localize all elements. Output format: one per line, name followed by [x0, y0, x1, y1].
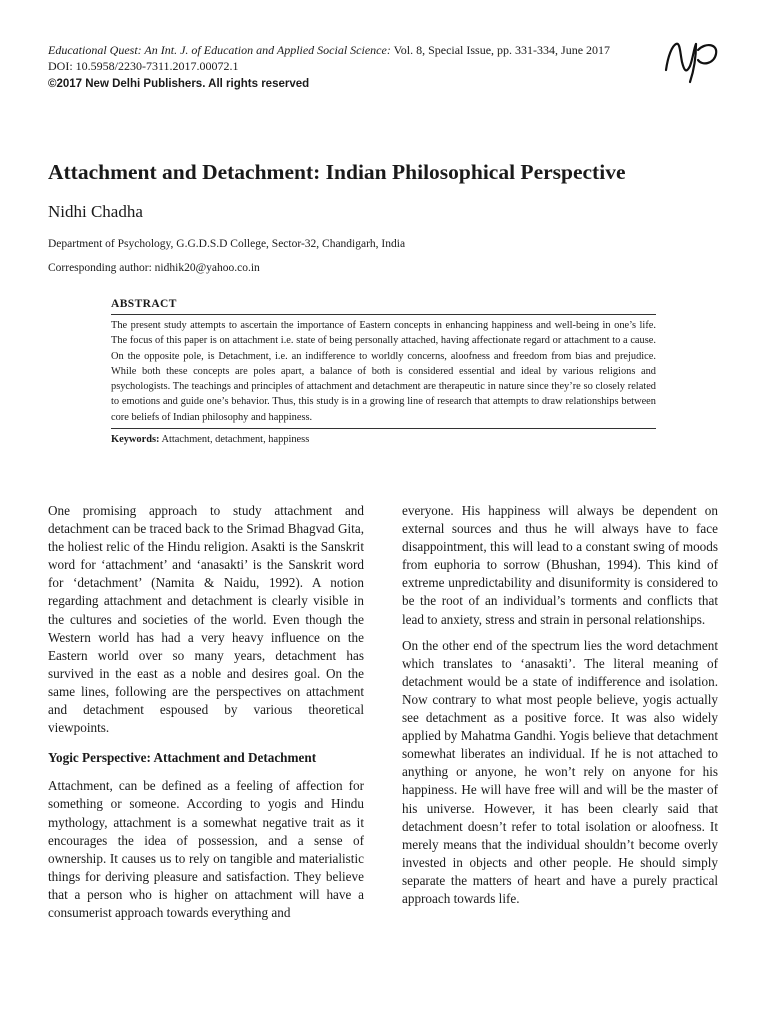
body-column-left [48, 502, 364, 922]
abstract-section [111, 298, 656, 445]
abstract-heading: ABSTRACT [111, 298, 656, 315]
body-paragraph: everyone. His happiness will always be dependent on external sources and thus he will always have to face disappointment, this will lead to a constant swing of moods from euphoria to sorrow (Bhushan, 1994). This kind of extreme unpredictability and disuniformity is considered to be the root of an individual’s torments and conflicts that lead to anxiety, stress and strain in personal relationships. [402, 503, 718, 627]
corresponding-author: Corresponding author: nidhik20@yahoo.co.in [48, 262, 260, 274]
doi: DOI: 10.5958/2230-7311.2017.00072.1 [48, 59, 239, 73]
body-column-right [402, 502, 718, 908]
keywords-label: Keywords: [111, 434, 160, 446]
body-paragraph: One promising approach to study attachment and detachment can be traced back to the Srimad Bhagvad Gita, the holiest relic of the Hindu religion. Asakti is the Sanskrit word for ‘attachment’ and ‘anasakti’ is the Sanskrit word for ‘detachment’ (Namita & Naidu, 1992). A notion regarding attachment and detachment is clearly visible in the cultures and societies of the world. Even though the Western world has had a very heavy influence on the Eastern world over so many years, detachment has survived in the east as a noble and desires goal. On the same lines, following are the perspectives on attachment and detachment espoused by various theoretical viewpoints. [48, 503, 364, 736]
keywords-list: Attachment, detachment, happiness [159, 434, 310, 446]
article-title: Attachment and Detachment: Indian Philosophical Perspective [48, 160, 626, 184]
body-paragraph: Attachment, can be defined as a feeling of affection for something or someone. According to yogis and Hindu mythology, attachment is a somewhat negative trait as it encourages the idea of possession, and a sense of ownership. It causes us to rely on tangible and materialistic things for deriving pleasure and satisfaction. They believe that a person who is higher on attachment will have a consumerist approach towards everything and [48, 778, 364, 920]
journal-name: Educational Quest: An Int. J. of Education and Applied Social Science: [48, 43, 391, 57]
journal-header [48, 42, 648, 92]
section-heading: Yogic Perspective: Attachment and Detachment [48, 750, 317, 766]
author-name: Nidhi Chadha [48, 202, 143, 221]
np-publisher-logo-icon [660, 36, 724, 84]
journal-volume: Vol. 8, Special Issue, pp. 331-334, June 2017 [390, 43, 611, 57]
keywords [111, 434, 656, 445]
body-paragraph: On the other end of the spectrum lies the word detachment which translates to ‘anasakti’. The literal meaning of detachment would be a state of indifference and isolation. Now contrary to what most people believe, yogis actually see detachment as a positive force. It was also widely applied by Mahatma Gandhi. Yogis believe that detachment somewhat liberates an individual. If he is not attached to anything or anyone, he won’t rely on anyone for his happiness. He will have free will and will be the master of his universe. However, it has been clearly said that detachment doesn’t refer to total isolation or aloofness. It merely means that the individual shouldn’t become overly invested in objects and other people. He should simply separate the matters of heart and have a purely practical approach towards life. [402, 637, 718, 906]
copyright-notice: ©2017 New Delhi Publishers. All rights reserved [48, 78, 310, 90]
abstract-text: The present study attempts to ascertain the importance of Eastern concepts in enhancing happiness and well-being in one’s life. The focus of this paper is on attachment i.e. state of being personally attached, having affectionate regard or attachment to a cause. On the opposite pole, is Detachment, i.e. an indifference to worldly concerns, aloofness and freedom from bias and prejudice. While both these concepts are poles apart, a balance of both is considered essential and ideal by various religions and psychologists. The teachings and principles of attachment and detachment are therapeutic in nature since they’re so closely related to emotions and guide one’s behavior. Thus, this study is in a growing line of research that attempts to draw relationships between core beliefs of Indian philosophy and happiness. [111, 315, 656, 429]
author-affiliation: Department of Psychology, G.G.D.S.D College, Sector-32, Chandigarh, India [48, 238, 406, 250]
journal-citation [48, 42, 648, 58]
